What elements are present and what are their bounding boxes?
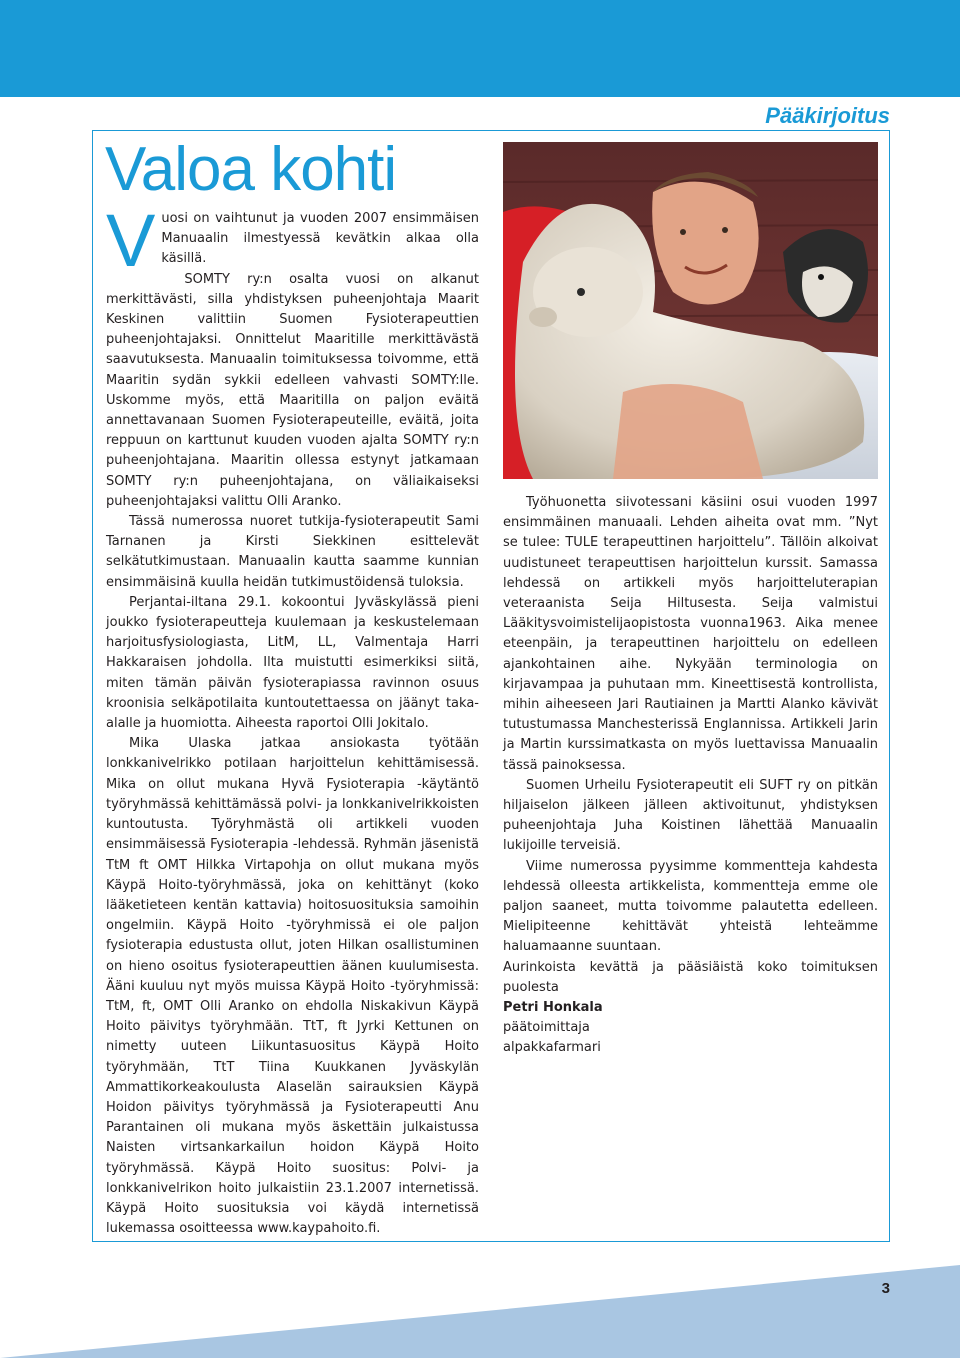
body-paragraph: Viime numerossa pyysimme kommentteja kahdesta lehdessä olleesta artikkelista, kommentteja emme ole paljon saaneet, mutta toivomme palautetta edelleen. Mielipiteenne kehittävät yhteistä lehteämme haluamaanne suuntaan. xyxy=(503,858,878,955)
section-label: Pääkirjoitus xyxy=(765,103,890,128)
editor-alpaca-photo xyxy=(503,142,878,479)
body-paragraph: Suomen Urheilu Fysioterapeutit eli SUFT ry on pitkän hiljaiselon jälkeen jälleen aktivoitunut, yhdistyksen puheenjohtaja Juha Koistinen lähettää Manuaalin lukijoille terveisiä. xyxy=(503,777,878,854)
signature-role: päätoimittaja xyxy=(503,1020,590,1036)
body-paragraph: Tässä numerossa nuoret tutkija-fysioterapeutit Sami Tarnanen ja Kirsti Siekkinen esittelevät selkätutkimustaan. Manuaalin kautta saamme kunnian ensimmäisinä kuulla heidän tutkimustöidensä tuloksia. xyxy=(106,514,479,590)
signature-name: Petri Honkala xyxy=(503,1000,603,1016)
lead-paragraph xyxy=(106,199,479,282)
closing-line: Aurinkoista kevättä ja pääsiäistä koko toimituksen puolesta xyxy=(503,959,878,995)
body-paragraph: Työhuonetta siivotessani käsiini osui vuoden 1997 ensimmäinen manuaali. Lehden aiheita ovat mm. ”Nyt se tulee: TULE terapeuttinen harjoittelu”. Tällöin alkoivat uudistuneet terapeuttisen harjoittelun kurssit. Samassa lehdessä on artikkeli myös harjoitteluterapian veteraanista Seija Hiltusesta. Seija valmistui Lääkitysvoimistelijaopistosta vuonna1963. Aika menee eteenpäin, ja terapeuttinen harjoittelu on edelleen ajankohtainen aihe. Nykyään terminologia on kirjavampaa ja puhutaan mm. Kineettisestä kontrollista, mihin aiheeseen Jari Rautiainen ja Martti Alanko kävivät tutustumassa Manchesterissä Englannissa. Artikkeli Jarin ja Martin kurssimatkasta on myös luettavissa Manuaalin tässä painoksessa. xyxy=(503,495,878,773)
page-number: 3 xyxy=(881,1280,890,1297)
top-color-band xyxy=(0,0,960,97)
body-paragraph: Perjantai-iltana 29.1. kokoontui Jyväskylässä pieni joukko fysioterapeutteja kuulemaan ja keskustelemaan harjoitusfysiologiasta, LitM, LL, Valmentaja Harri Hakkaraisen johdolla. Ilta muistutti esimerkiksi siitä, miten tämän päivän fysioterapiassa ravinnon osuus kroonisia selkäpotilaita kuntoutettaessa on jäänyt taka-alalle ja huomiotta. Aiheesta raportoi Olli Jokitalo. xyxy=(106,594,479,732)
right-column xyxy=(503,493,878,1059)
left-column xyxy=(106,199,479,1239)
article-title: Valoa kohti xyxy=(105,135,397,204)
drop-cap: V xyxy=(106,199,156,282)
signature-affiliation: alpakkafarmari xyxy=(503,1040,601,1056)
body-paragraph: Mika Ulaska jatkaa ansiokasta työtään lonkkanivelrikko potilaan harjoittelun kehittämisessä. Mika on ollut mukana Hyvä Fysioterapia -käytäntö työryhmässä kehittämässä polvi- ja lonkkanivelrikkoisten kuntoutusta. Työryhmästä oli artikkeli vuoden ensimmäisessä Fysioterapia -lehdessä. Ryhmän jäsenistä TtM ft OMT Hilkka Virtapohja on ollut mukana myös Käypä Hoito-työryhmässä, joka on kehittänyt (koko lääketieteen kentän kattavia) hoitosuosituksia samoihin ongelmiin. Käypä Hoito -työryhmissä ei ole paljon fysioterapia edustusta ollut, joten Hilkan osallistuminen on hieno osoitus fysioterapeuttien äänen kuulumisesta. Ääni kuuluu nyt myös muissa Käypä Hoito -työryhmissä: TtM, ft, OMT Olli Aranko on ehdolla Niskakivun Käypä Hoito päivitys työryhmään. TtT, ft Jyrki Kettunen on nimetty uuteen Liikuntasuositus Käypä Hoito työryhmään, TtT Tiina Kuukkanen Jyväskylän Ammattikorkeakoulusta Alaselän sairauksien Käypä Hoidon päivitys työryhmässä ja Fysioterapeutti Anu Parantainen oli mukana myös äskettäin julkaistussa Naisten virtsankarkailun hoidon Käypä Hoito työryhmässä. Käypä Hoito suositus: Polvi- ja lonkkanivelrikon hoito julkaistiin 23.1.2007 internetissä. Käypä Hoito suosituksia voi käydä internetissä lukemassa osoitteessa www.kaypahoito.fi. xyxy=(106,736,479,1237)
body-paragraph: SOMTY ry:n osalta vuosi on alkanut merkittävästi, silla yhdistyksen puheenjohtaja Maarit Keskinen valittiin Suomen Fysioterapeuttien puheenjohtajaksi. Onnittelut Maaritille merkittävästä saavutuksesta. Manuaalin toimituksessa toivomme, että Maaritin sydän sykkii edelleen vahvasti SOMTY:lle. Uskomme myös, että Maaritilla on paljon eväitä annettavanaan Suomen Fysioterapeuteille, eväitä, joita reppuun on karttunut kuuden vuoden ajalta SOMTY ry:n puheenjohtajana. Maaritin ollessa estynyt jatkamaan SOMTY ry:n puheenjohtajana, on väliaikaiseksi puheenjohtajaksi valittu Olli Aranko. xyxy=(106,271,479,509)
lead-text: uosi on vaihtunut ja vuoden 2007 ensimmäisen Manuaalin ilmestyessä kevätkin alkaa olla käsillä. xyxy=(161,211,479,267)
footer-wedge xyxy=(0,1265,960,1358)
